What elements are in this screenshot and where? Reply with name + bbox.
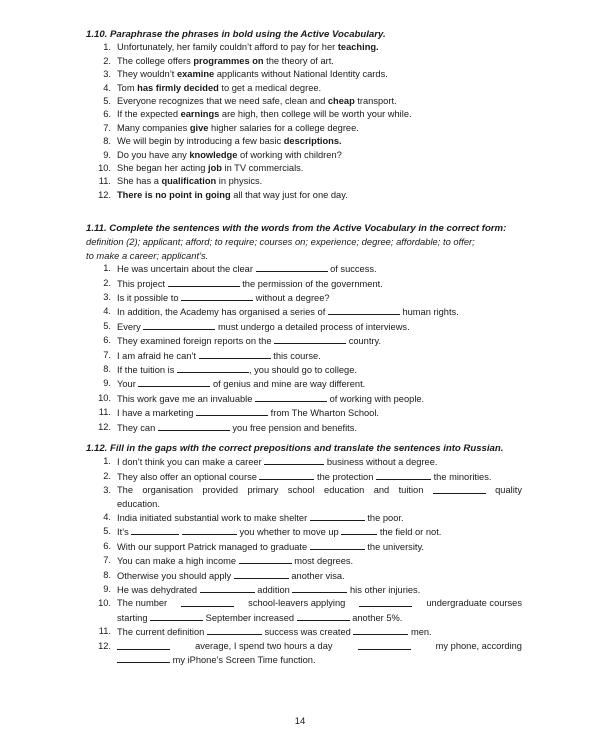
list-item: 10. The number school-leavers applying undergraduate courses starting September increased another 5%. [98,598,522,623]
exercise-heading: 1.11. Complete the sentences with the words from the Active Vocabulary in the correct form: [86,223,507,234]
list-item: 4. In addition, the Academy has organised a series of human rights. [103,306,459,318]
list-item: 5. It’s you whether to move up the field or not. [103,526,442,538]
list-item: 6. They examined foreign reports on the country. [103,335,382,347]
list-item: 6. If the expected earnings are high, then college will be worth your while. [103,109,412,120]
list-item: 11. She has a qualification in physics. [98,176,263,187]
list-item: 1. Unfortunately, her family couldn’t afford to pay for her teaching. [103,42,379,53]
list-item: 7. I am afraid he can’t this course. [103,349,321,361]
list-item: 9. He was dehydrated addition his other injuries. [103,584,421,596]
exercise-items [86,41,522,202]
list-item: 10. This work gave me an invaluable of working with people. [98,392,425,404]
word-bank [86,235,522,262]
list-item: 5. Everyone recognizes that we need safe, clean and cheap transport. [103,96,397,107]
list-item: 11. The current definition success was created men. [98,626,432,638]
exercise-1-12 [86,442,522,668]
list-item: 2. This project the permission of the government. [103,277,383,289]
list-item: 5. Every must undergo a detailed process of interviews. [103,320,410,332]
exercise-heading: 1.12. Fill in the gaps with the correct prepositions and translate the sentences into Russian. [86,443,504,454]
word-bank-line: definition (2); applicant; afford; to require; courses on; experience; degree; affordable; to offer; [86,236,475,248]
exercise-1-10 [86,28,522,202]
list-item: 3. Is it possible to without a degree? [103,292,330,304]
list-item: 7. You can make a high income most degrees. [103,555,354,567]
list-item: 10. She began her acting job in TV commercials. [98,163,304,174]
list-item: 1. He was uncertain about the clear of success. [103,263,377,275]
list-item: 1. I don’t think you can make a career business without a degree. [103,456,438,468]
list-item: 12. There is no point in going all that way just for one day. [98,189,348,200]
exercise-heading: 1.10. Paraphrase the phrases in bold using the Active Vocabulary. [86,29,386,40]
page-number: 14 [294,716,306,727]
list-item: 7. Many companies give higher salaries for a college degree. [103,122,359,133]
word-bank-line: to make a career; applicant’s. [86,249,209,261]
list-item: 2. The college offers programmes on the theory of art. [103,55,334,66]
list-item: 12. They can you free pension and benefits. [98,421,357,433]
list-item: 6. With our support Patrick managed to graduate the university. [103,540,425,552]
list-item: 4. India initiated substantial work to make shelter the poor. [103,512,404,524]
list-item: 3. The organisation provided primary school education and tuition quality education. [103,485,522,509]
list-item: 8. We will begin by introducing a few basic descriptions. [103,136,342,147]
list-item: 2. They also offer an optional course the protection the minorities. [103,470,492,482]
exercise-items [86,455,522,667]
list-item: 11. I have a marketing from The Wharton School. [98,407,380,419]
list-item: 4. Tom has firmly decided to get a medical degree. [103,82,322,93]
list-item: 8. If the tuition is , you should go to college. [103,364,357,376]
exercise-items [86,262,522,435]
list-item: 3. They wouldn’t examine applicants without National Identity cards. [103,69,388,80]
exercise-1-11 [86,222,522,435]
list-item: 12. average, I spend two hours a day my phone, according my iPhone’s Screen Time function. [98,640,522,666]
list-item: 9. Your of genius and mine are way different. [103,378,366,390]
list-item: 9. Do you have any knowledge of working with children? [103,149,342,160]
list-item: 8. Otherwise you should apply another visa. [103,569,345,581]
